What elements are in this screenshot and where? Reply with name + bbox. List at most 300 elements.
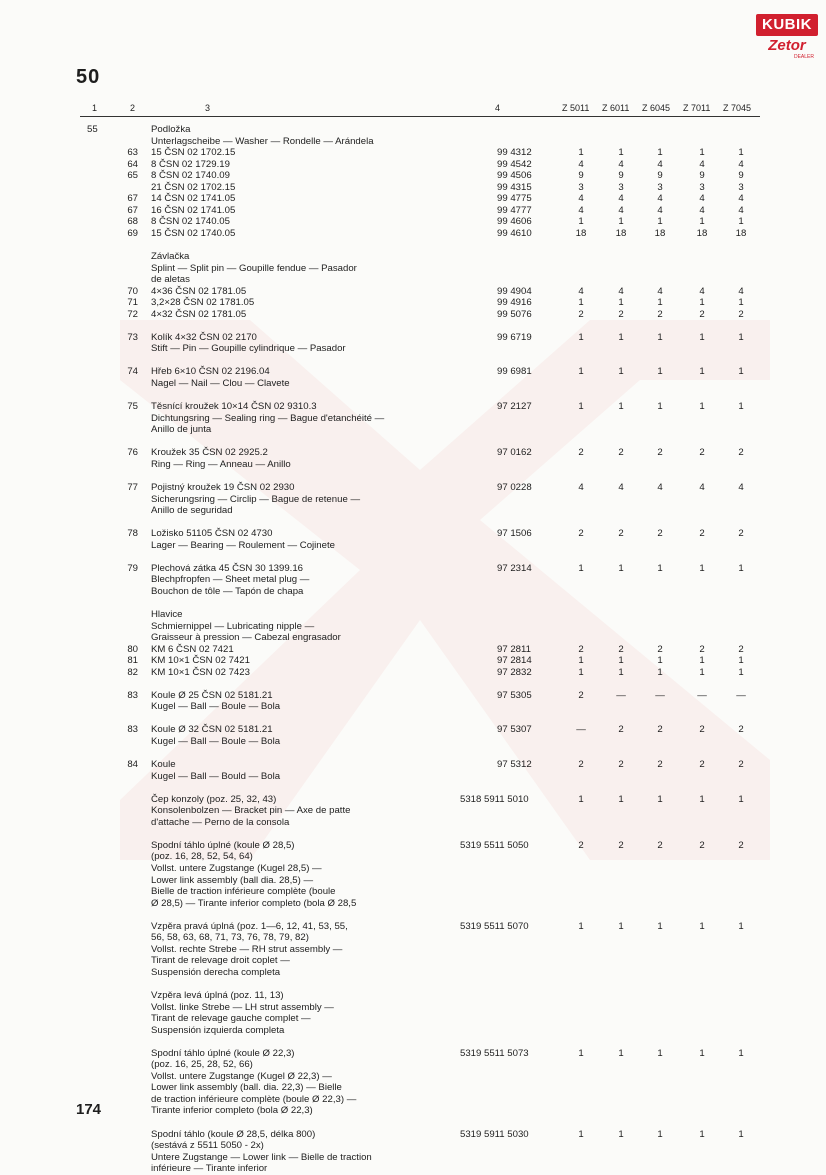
part-description: Tirante inferior completo (bola Ø 22,3) (151, 1105, 313, 1117)
quantity-model-3: 4 (657, 158, 663, 170)
table-row (0, 205, 826, 217)
page-number: 174 (76, 1101, 102, 1118)
part-description: Vzpěra levá úplná (poz. 11, 13) (151, 990, 284, 1002)
quantity-model-5: 1 (738, 1128, 744, 1140)
part-number: 97 2811 (497, 643, 531, 655)
quantity-model-4: 1 (699, 920, 705, 932)
part-description: Tirant de relevage droit coplet — (151, 955, 290, 967)
quantity-model-4: 1 (699, 1047, 705, 1059)
position-number: 83 (127, 689, 138, 701)
table-row (0, 239, 826, 251)
part-description: d'attache — Perno de la consola (151, 816, 290, 828)
quantity-model-4: 1 (699, 655, 705, 667)
position-number: 77 (127, 481, 138, 493)
position-number: 76 (127, 447, 138, 459)
part-description: Bielle de traction inférieure complète (boule (151, 886, 336, 898)
part-number: 99 4606 (497, 216, 532, 228)
quantity-model-3: 1 (657, 401, 663, 413)
quantity-model-2: 1 (618, 401, 624, 413)
part-number: 97 0228 (497, 481, 532, 493)
quantity-model-2: 1 (618, 920, 624, 932)
position-number: 84 (127, 759, 138, 771)
quantity-model-1: 2 (578, 759, 584, 771)
table-row (0, 1152, 826, 1164)
table-row (0, 459, 826, 471)
part-description: Spodní táhlo úplné (koule Ø 22,3) (151, 1047, 295, 1059)
position-number: 64 (127, 158, 138, 170)
position-number: 65 (127, 170, 138, 182)
table-row (0, 320, 826, 332)
quantity-model-1: 1 (578, 666, 584, 678)
part-description: 16 ČSN 02 1741.05 (151, 204, 236, 216)
quantity-model-3: 3 (657, 181, 663, 193)
quantity-model-3: 4 (657, 481, 663, 493)
quantity-model-4: 4 (699, 204, 705, 216)
header-model-4: Z 7011 (683, 103, 711, 113)
table-row (0, 1036, 826, 1048)
table-row (0, 736, 826, 748)
table-row (0, 782, 826, 794)
quantity-model-2: 2 (618, 724, 624, 736)
table-row (0, 413, 826, 425)
quantity-model-4: 3 (699, 181, 705, 193)
part-description: Suspensión derecha completa (151, 966, 281, 978)
quantity-model-4: — (697, 689, 707, 701)
quantity-model-5: 1 (738, 366, 744, 378)
position-number: 74 (127, 366, 138, 378)
header-model-3: Z 6045 (642, 103, 671, 113)
position-number: 83 (127, 724, 138, 736)
table-row (0, 701, 826, 713)
table-row (0, 540, 826, 552)
part-number: 5319 5511 5050 (460, 839, 529, 851)
part-number: 99 4312 (497, 147, 532, 159)
part-number: 97 2814 (497, 655, 532, 667)
quantity-model-5: 2 (738, 447, 744, 459)
part-description: Koule Ø 25 ČSN 02 5181.21 (151, 689, 273, 701)
part-number: 5319 5911 5030 (460, 1128, 529, 1140)
quantity-model-5: 4 (738, 204, 744, 216)
quantity-model-5: 2 (738, 308, 744, 320)
quantity-model-3: 1 (657, 1128, 663, 1140)
quantity-model-2: 2 (618, 528, 624, 540)
quantity-model-2: 1 (618, 1047, 624, 1059)
quantity-model-2: 1 (618, 655, 624, 667)
position-number: 70 (127, 285, 138, 297)
table-row (0, 921, 826, 933)
part-description: Sicherungsring — Circlip — Bague de retenue — (151, 493, 361, 505)
table-row (0, 967, 826, 979)
part-description: inférieure — Tirante inferior (151, 1163, 268, 1175)
table-row (0, 1129, 826, 1141)
part-description: Těsnící kroužek 10×14 ČSN 02 9310.3 (151, 401, 317, 413)
quantity-model-5: 1 (738, 793, 744, 805)
position-number: 68 (127, 216, 138, 228)
quantity-model-3: 1 (657, 793, 663, 805)
quantity-model-5: 1 (738, 401, 744, 413)
part-description: Hřeb 6×10 ČSN 02 2196.04 (151, 366, 270, 378)
quantity-model-1: 4 (578, 193, 584, 205)
position-number: 73 (127, 331, 138, 343)
table-row (0, 932, 826, 944)
table-row (0, 713, 826, 725)
part-description: Blechpfropfen — Sheet metal plug — (151, 574, 310, 586)
table-row (0, 517, 826, 529)
position-number: 69 (127, 227, 138, 239)
quantity-model-2: 2 (618, 643, 624, 655)
quantity-model-2: 1 (618, 216, 624, 228)
table-row (0, 609, 826, 621)
quantity-model-3: 1 (657, 666, 663, 678)
quantity-model-3: 2 (657, 759, 663, 771)
quantity-model-4: 1 (699, 297, 705, 309)
part-description: KM 6 ČSN 02 7421 (151, 643, 234, 655)
part-description: Kolík 4×32 ČSN 02 2170 (151, 331, 257, 343)
quantity-model-5: 1 (738, 920, 744, 932)
part-description: Vzpěra pravá úplná (poz. 1—6, 12, 41, 53, 55, (151, 920, 348, 932)
part-number: 97 2832 (497, 666, 532, 678)
part-number: 97 0162 (497, 447, 532, 459)
quantity-model-5: 2 (738, 724, 744, 736)
part-description: Stift — Pin — Goupille cylindrique — Pasador (151, 343, 346, 355)
table-row (0, 263, 826, 275)
quantity-model-4: 2 (699, 308, 705, 320)
quantity-model-1: 4 (578, 285, 584, 297)
quantity-model-3: 4 (657, 193, 663, 205)
quantity-model-2: 4 (618, 285, 624, 297)
part-description: Untere Zugstange — Lower link — Bielle de traction (151, 1151, 372, 1163)
quantity-model-3: 18 (654, 227, 666, 239)
quantity-model-4: 2 (699, 759, 705, 771)
part-description: 8 ČSN 02 1729.19 (151, 158, 230, 170)
part-number: 99 4916 (497, 297, 532, 309)
quantity-model-2: 1 (618, 331, 624, 343)
part-description: 21 ČSN 02 1702.15 (151, 181, 236, 193)
header-col-2: 2 (130, 103, 136, 113)
part-description: (poz. 16, 28, 52, 54, 64) (151, 851, 253, 863)
table-row (0, 378, 826, 390)
quantity-model-4: 2 (699, 724, 705, 736)
part-description: Plechová zátka 45 ČSN 30 1399.16 (151, 562, 304, 574)
part-description: Vollst. untere Zugstange (Kugel 28,5) — (151, 863, 322, 874)
table-row (0, 124, 826, 136)
quantity-model-1: 4 (578, 204, 584, 216)
position-number: 80 (127, 643, 138, 655)
quantity-model-1: 1 (578, 920, 584, 932)
quantity-model-4: 1 (699, 147, 705, 159)
part-description: Kugel — Ball — Boule — Bola (151, 701, 281, 713)
quantity-model-5: 1 (738, 216, 744, 228)
table-row (0, 494, 826, 506)
quantity-model-1: — (576, 724, 586, 736)
section-number: 50 (76, 66, 101, 88)
table-row (0, 794, 826, 806)
table-row (0, 309, 826, 321)
quantity-model-3: 1 (657, 366, 663, 378)
quantity-model-5: 1 (738, 1047, 744, 1059)
part-description: Graisseur à pression — Cabezal engrasador (151, 632, 341, 644)
position-number: 71 (127, 297, 138, 309)
table-row (0, 632, 826, 644)
part-description: Unterlagscheibe — Washer — Rondelle — Arándela (151, 135, 374, 147)
quantity-model-2: 2 (618, 839, 624, 851)
table-row (0, 863, 826, 875)
quantity-model-1: 2 (578, 643, 584, 655)
quantity-model-3: 4 (657, 204, 663, 216)
quantity-model-3: 2 (657, 724, 663, 736)
position-number: 72 (127, 308, 138, 320)
part-description: Kugel — Ball — Bould — Bola (151, 770, 281, 782)
quantity-model-5: 4 (738, 158, 744, 170)
part-number: 97 2314 (497, 562, 532, 574)
quantity-model-3: 2 (657, 308, 663, 320)
quantity-model-4: 1 (699, 401, 705, 413)
quantity-model-1: 3 (578, 181, 584, 193)
table-row (0, 840, 826, 852)
table-row (0, 886, 826, 898)
table-row (0, 944, 826, 956)
table-row (0, 817, 826, 829)
table-row (0, 147, 826, 159)
quantity-model-5: 2 (738, 759, 744, 771)
quantity-model-2: 1 (618, 793, 624, 805)
header-model-2: Z 6011 (602, 103, 630, 113)
quantity-model-1: 4 (578, 158, 584, 170)
header-model-5: Z 7045 (723, 103, 752, 113)
quantity-model-2: 4 (618, 204, 624, 216)
part-number: 99 4775 (497, 193, 532, 205)
part-number: 97 5305 (497, 689, 532, 701)
header-col-1: 1 (92, 103, 98, 113)
table-row (0, 528, 826, 540)
quantity-model-5: 2 (738, 528, 744, 540)
table-row (0, 1048, 826, 1060)
part-description: Vollst. untere Zugstange (Kugel Ø 22,3) — (151, 1070, 332, 1082)
table-row (0, 955, 826, 967)
quantity-model-1: 2 (578, 447, 584, 459)
quantity-model-2: 1 (618, 1128, 624, 1140)
quantity-model-2: 2 (618, 447, 624, 459)
quantity-model-3: 1 (657, 1047, 663, 1059)
part-description: Koule Ø 32 ČSN 02 5181.21 (151, 724, 273, 736)
table-row (0, 159, 826, 171)
part-description: KM 10×1 ČSN 02 7421 (151, 655, 250, 667)
part-description: 56, 58, 63, 68, 71, 73, 76, 78, 79, 82) (151, 932, 309, 944)
part-number: 5319 5511 5070 (460, 920, 529, 932)
table-row (0, 978, 826, 990)
quantity-model-4: 1 (699, 1128, 705, 1140)
quantity-model-5: 4 (738, 285, 744, 297)
table-row (0, 724, 826, 736)
quantity-model-2: 2 (618, 308, 624, 320)
table-row (0, 1105, 826, 1117)
table-row (0, 805, 826, 817)
part-description: de traction inférieure complète (boule Ø 22,3) — (151, 1093, 357, 1105)
part-description: Lower link assembly (ball. dia. 22,3) — Bielle (151, 1082, 342, 1094)
logo-zetor: Zetor (768, 37, 806, 54)
quantity-model-2: 2 (618, 759, 624, 771)
part-description: Schmiernippel — Lubricating nipple — (151, 620, 315, 632)
quantity-model-1: 2 (578, 308, 584, 320)
part-number: 99 4904 (497, 285, 532, 297)
position-number: 67 (127, 193, 138, 205)
quantity-model-4: 2 (699, 528, 705, 540)
quantity-model-1: 1 (578, 331, 584, 343)
quantity-model-1: 1 (578, 147, 584, 159)
part-description: Ring — Ring — Anneau — Anillo (151, 458, 291, 470)
part-number: 99 6719 (497, 331, 532, 343)
quantity-model-1: 1 (578, 1047, 584, 1059)
table-row (0, 1140, 826, 1152)
header-divider (80, 116, 760, 117)
table-row (0, 251, 826, 263)
part-description: de aletas (151, 274, 190, 286)
table-row (0, 470, 826, 482)
quantity-model-4: 4 (699, 158, 705, 170)
quantity-model-3: 4 (657, 285, 663, 297)
quantity-model-5: 1 (738, 331, 744, 343)
part-description: 8 ČSN 02 1740.09 (151, 170, 230, 182)
quantity-model-4: 4 (699, 193, 705, 205)
part-description: Bouchon de tôle — Tapón de chapa (151, 585, 304, 597)
part-description: Splint — Split pin — Goupille fendue — Pasador (151, 262, 357, 274)
quantity-model-5: 1 (738, 147, 744, 159)
quantity-model-3: 2 (657, 643, 663, 655)
quantity-model-3: 1 (657, 147, 663, 159)
quantity-model-3: 1 (657, 331, 663, 343)
quantity-model-1: 1 (578, 216, 584, 228)
quantity-model-2: 1 (618, 366, 624, 378)
table-row (0, 216, 826, 228)
part-description: Vollst. linke Strebe — LH strut assembly — (151, 1001, 334, 1013)
logo-kubik: KUBIK (756, 14, 818, 36)
table-row (0, 424, 826, 436)
part-description: Lager — Bearing — Roulement — Cojinete (151, 539, 335, 551)
part-description: 4×32 ČSN 02 1781.05 (151, 308, 247, 320)
quantity-model-2: 4 (618, 481, 624, 493)
quantity-model-5: 2 (738, 643, 744, 655)
table-row (0, 990, 826, 1002)
table-row (0, 759, 826, 771)
part-number: 99 4315 (497, 181, 532, 193)
table-row (0, 355, 826, 367)
quantity-model-3: 2 (657, 839, 663, 851)
table-row (0, 390, 826, 402)
table-row (0, 366, 826, 378)
table-row (0, 551, 826, 563)
table-row (0, 678, 826, 690)
quantity-model-4: 1 (699, 366, 705, 378)
quantity-model-1: 4 (578, 481, 584, 493)
parts-table (0, 124, 826, 1175)
part-description: 15 ČSN 02 1740.05 (151, 227, 236, 239)
part-number: 99 4506 (497, 170, 532, 182)
logo-dealer: DEALER (793, 54, 814, 60)
part-description: 4×36 ČSN 02 1781.05 (151, 285, 247, 297)
quantity-model-2: 18 (615, 227, 627, 239)
table-row (0, 851, 826, 863)
quantity-model-2: 9 (618, 170, 624, 182)
quantity-model-5: 18 (735, 227, 747, 239)
table-row (0, 621, 826, 633)
quantity-model-4: 4 (699, 285, 705, 297)
quantity-model-4: 18 (696, 227, 708, 239)
table-row (0, 909, 826, 921)
part-description: Anillo de junta (151, 424, 212, 436)
table-row (0, 644, 826, 656)
table-row (0, 1117, 826, 1129)
table-row (0, 1082, 826, 1094)
quantity-model-2: 1 (618, 562, 624, 574)
quantity-model-5: 3 (738, 181, 744, 193)
kubik-zetor-logo (756, 14, 818, 60)
table-row (0, 228, 826, 240)
quantity-model-3: 1 (657, 562, 663, 574)
position-number: 67 (127, 204, 138, 216)
table-row (0, 447, 826, 459)
part-description: (sestává z 5511 5050 - 2x) (151, 1140, 264, 1152)
part-description: Čep konzoly (poz. 25, 32, 43) (151, 793, 277, 805)
quantity-model-5: 1 (738, 666, 744, 678)
quantity-model-2: 4 (618, 158, 624, 170)
position-number: 75 (127, 401, 138, 413)
quantity-model-3: 2 (657, 447, 663, 459)
quantity-model-5: 1 (738, 562, 744, 574)
table-row (0, 505, 826, 517)
table-row (0, 1094, 826, 1106)
position-number: 79 (127, 562, 138, 574)
quantity-model-1: 1 (578, 655, 584, 667)
position-number: 78 (127, 528, 138, 540)
part-number: 99 5076 (497, 308, 532, 320)
quantity-model-5: 4 (738, 193, 744, 205)
table-row (0, 574, 826, 586)
header-col-3: 3 (205, 103, 211, 113)
quantity-model-2: 1 (618, 297, 624, 309)
table-row (0, 586, 826, 598)
quantity-model-3: 1 (657, 655, 663, 667)
part-number: 97 5312 (497, 759, 532, 771)
quantity-model-4: 1 (699, 562, 705, 574)
quantity-model-4: 2 (699, 839, 705, 851)
part-number: 5318 5911 5010 (460, 793, 529, 805)
part-description: Spodní táhlo úplné (koule Ø 28,5) (151, 839, 295, 851)
table-row (0, 401, 826, 413)
quantity-model-5: — (736, 689, 746, 701)
part-description: 8 ČSN 02 1740.05 (151, 216, 230, 228)
quantity-model-1: 2 (578, 689, 584, 701)
part-description: Suspensión izquierda completa (151, 1024, 285, 1036)
group-number: 55 (87, 124, 98, 135)
position-number: 81 (127, 655, 138, 667)
table-row (0, 563, 826, 575)
quantity-model-5: 1 (738, 655, 744, 667)
part-description: Podložka (151, 124, 191, 135)
table-row (0, 667, 826, 679)
quantity-model-4: 2 (699, 447, 705, 459)
table-row (0, 343, 826, 355)
position-number: 63 (127, 147, 138, 159)
quantity-model-4: 1 (699, 216, 705, 228)
table-row (0, 1013, 826, 1025)
table-row (0, 898, 826, 910)
table-row (0, 1071, 826, 1083)
quantity-model-2: 3 (618, 181, 624, 193)
table-row (0, 170, 826, 182)
quantity-model-4: 1 (699, 666, 705, 678)
table-row (0, 597, 826, 609)
part-description: Závlačka (151, 251, 190, 263)
